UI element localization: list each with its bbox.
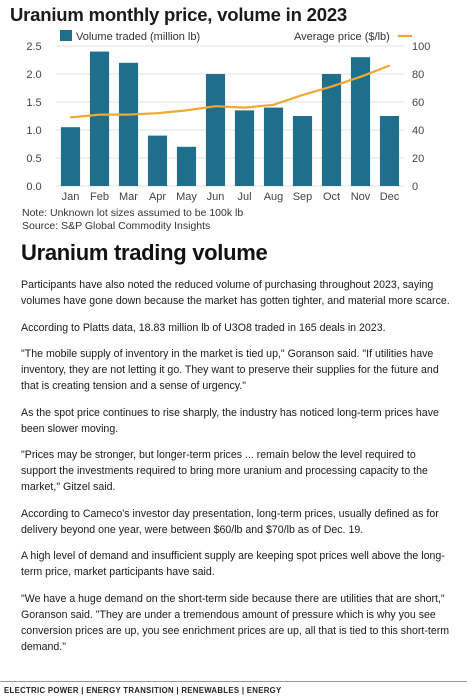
x-tick-label: Apr bbox=[148, 191, 167, 203]
paragraph: "Prices may be stronger, but longer-term prices ... remain below the level required to support the investments required to bring more uranium and processing capacity to the market," Gitzel said. bbox=[21, 449, 428, 493]
price-point bbox=[273, 104, 274, 105]
chart-source: Source: S&P Global Commodity Insights bbox=[22, 219, 211, 232]
price-point bbox=[99, 114, 100, 115]
y-right-tick-label: 100 bbox=[412, 41, 431, 53]
price-point bbox=[157, 113, 158, 114]
price-point bbox=[360, 76, 361, 77]
footer-tags[interactable]: ELECTRIC POWER | ENERGY TRANSITION | RENEWABLES | ENERGY bbox=[4, 686, 282, 695]
bar bbox=[61, 127, 80, 186]
paragraph: Participants have also noted the reduced volume of purchasing throughout 2023, saying volumes have gone down because the market has gotten tighter, and material more scarce. bbox=[21, 279, 450, 307]
x-tick-label: May bbox=[176, 191, 197, 203]
x-tick-label: Dec bbox=[379, 191, 400, 203]
chart-note: Note: Unknown lot sizes assumed to be 100k lb bbox=[22, 207, 244, 219]
x-tick-label: Aug bbox=[263, 191, 284, 203]
y-left-tick-label: 1.0 bbox=[26, 125, 42, 137]
price-point bbox=[70, 117, 71, 118]
price-point bbox=[331, 86, 332, 87]
y-left-tick-label: 2.5 bbox=[26, 41, 42, 53]
x-tick-label: Jul bbox=[237, 191, 252, 203]
y-right-tick-label: 60 bbox=[412, 97, 425, 109]
combo-chart bbox=[0, 28, 467, 203]
bar bbox=[235, 110, 254, 186]
paragraph: As the spot price continues to rise sharply, the industry has noticed long-term prices have been slower moving. bbox=[21, 406, 439, 435]
bar bbox=[293, 116, 312, 186]
paragraph: According to Cameco's investor day presentation, long-term prices, usually defined as for delivery beyond one year, were between $60/lb and $70/lb as of Dec. 19. bbox=[21, 507, 439, 536]
x-tick-label: Jan bbox=[61, 191, 80, 203]
section-heading: Uranium trading volume bbox=[21, 240, 268, 265]
price-point bbox=[215, 106, 216, 107]
bar bbox=[264, 108, 283, 186]
y-right-tick-label: 40 bbox=[412, 125, 425, 137]
bar bbox=[177, 147, 196, 186]
bar bbox=[148, 136, 167, 186]
price-line bbox=[71, 66, 390, 118]
price-point bbox=[186, 110, 187, 111]
price-point bbox=[244, 107, 245, 108]
y-right-tick-label: 80 bbox=[412, 69, 425, 81]
x-tick-label: Feb bbox=[90, 191, 109, 203]
bar bbox=[206, 74, 225, 186]
y-left-tick-label: 2.0 bbox=[26, 69, 42, 81]
chart-title: Uranium monthly price, volume in 2023 bbox=[10, 4, 347, 25]
legend-line-label: Average price ($/lb) bbox=[294, 31, 390, 43]
paragraph: "We have a huge demand on the short-term side because there are utilities that are short," Goranson said. "They are under a tremendous amount of pressure which is why you see conversion prices are up, you see enrichment prices are up, all that is tied to this short-term demand." bbox=[21, 592, 450, 653]
price-point bbox=[128, 114, 129, 115]
y-left-tick-label: 0.0 bbox=[26, 181, 42, 193]
legend-bar-swatch bbox=[60, 30, 72, 41]
legend-bar-label: Volume traded (million lb) bbox=[76, 31, 201, 43]
price-point bbox=[302, 94, 303, 95]
y-left-tick-label: 0.5 bbox=[26, 153, 42, 165]
bar bbox=[322, 74, 341, 186]
paragraph: "The mobile supply of inventory in the market is tied up," Goranson said. "If utilities have inventory, they are not letting it go. They want to preserve their supplies for the future and that is creating tension and a sense of urgency." bbox=[21, 348, 439, 392]
y-left-tick-label: 1.5 bbox=[26, 97, 42, 109]
price-point bbox=[389, 65, 390, 66]
footer-divider bbox=[0, 681, 467, 682]
y-right-tick-label: 0 bbox=[412, 181, 419, 193]
bar bbox=[380, 116, 399, 186]
x-tick-label: Nov bbox=[350, 191, 371, 203]
y-right-tick-label: 20 bbox=[412, 153, 425, 165]
x-tick-label: Jun bbox=[206, 191, 225, 203]
x-tick-label: Mar bbox=[119, 191, 138, 203]
bar bbox=[90, 52, 109, 186]
x-tick-label: Oct bbox=[322, 191, 341, 203]
article-body bbox=[21, 277, 453, 665]
bar bbox=[119, 63, 138, 186]
x-tick-label: Sep bbox=[292, 191, 313, 203]
chart-notes bbox=[22, 207, 243, 232]
paragraph: According to Platts data, 18.83 million lb of U3O8 traded in 165 deals in 2023. bbox=[21, 321, 386, 334]
paragraph: A high level of demand and insufficient supply are keeping spot prices well above the long-term price, market participants have said. bbox=[21, 550, 445, 578]
